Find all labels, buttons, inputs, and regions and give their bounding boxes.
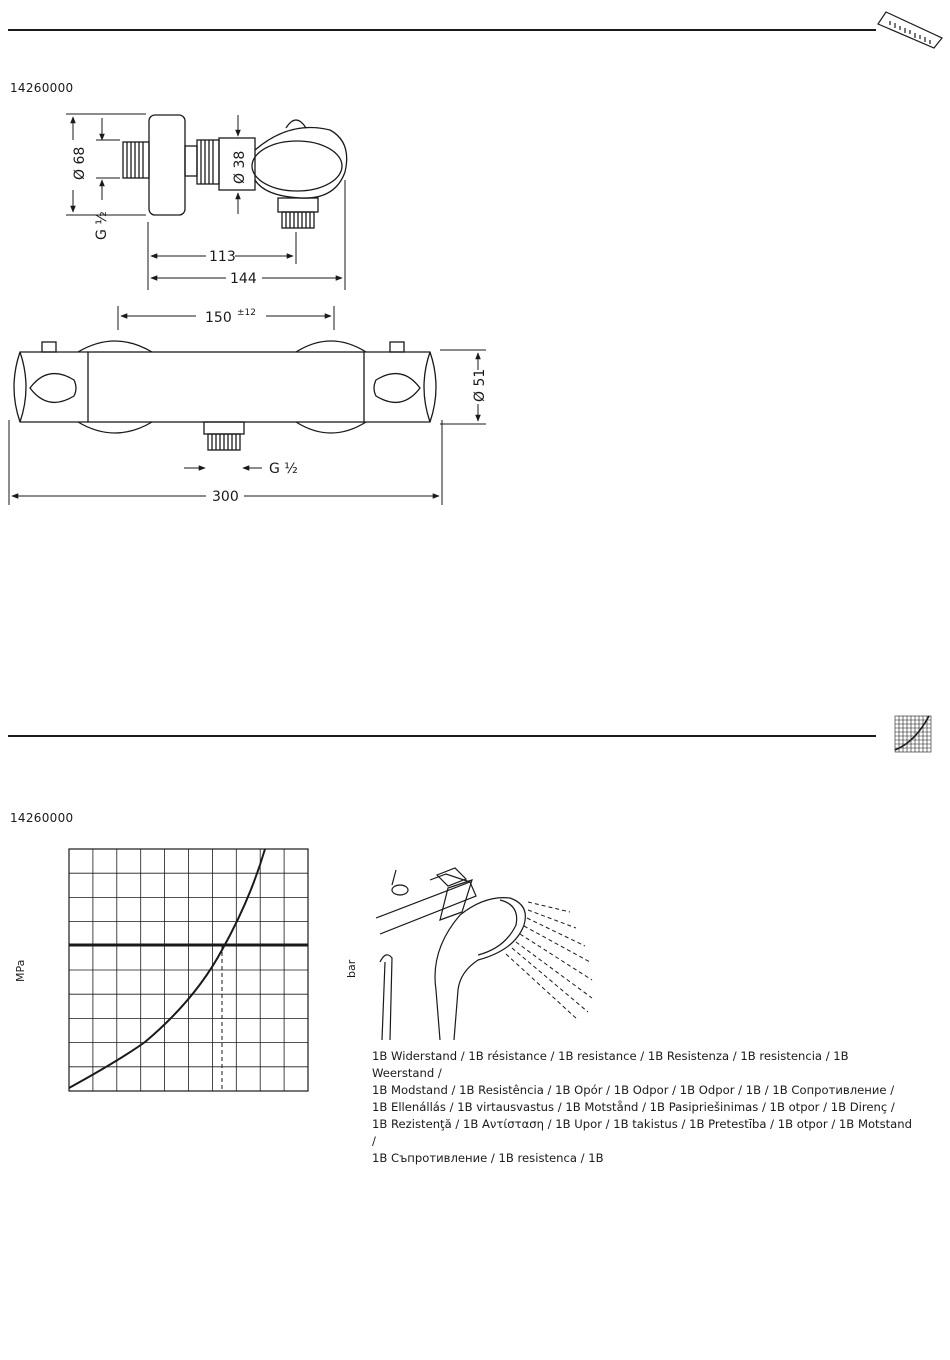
dim-d68: Ø 68 [72,146,88,180]
dim-144: 144 [230,271,257,287]
bar-axis-label: bar [345,959,358,978]
legend-line: 1B Rezistenţă / 1B Αντίσταση / 1B Upor / 1B takistus / 1B Pretestība / 1B otpor / 1B Motstand / [372,1117,912,1148]
flow-diagram [69,849,308,1091]
dim-d38: Ø 38 [232,150,248,184]
shower-illustration [376,868,592,1040]
dim-300: 300 [212,489,239,505]
dim-d51: Ø 51 [472,368,488,402]
ruler-icon [878,12,942,48]
front-view-drawing [14,341,436,450]
front-view-dimensions [9,306,486,505]
dim-g-half-bottom: G ½ [269,461,298,477]
mpa-axis-label: MPa [14,959,27,982]
legend-line: 1B Modstand / 1B Resistência / 1B Opór / 1B Odpor / 1B Odpor / 1B / 1B Сопротивление / [372,1083,895,1097]
product-code-bottom: 14260000 [10,811,74,825]
dim-tolerance: ±12 [237,308,256,318]
dim-113: 113 [209,249,236,265]
dim-150: 150 [205,310,232,326]
flow-chart-icon [895,716,931,752]
legend-line: 1B Ellenállás / 1B virtausvastus / 1B Motstånd / 1B Pasipriešinimas / 1B otpor / 1B Direnç / [372,1100,895,1114]
dim-g-half-side: G ½ [94,211,110,240]
legend-line: 1B Widerstand / 1B résistance / 1B resistance / 1B Resistenza / 1B resistencia / 1B Weerstand / [372,1049,849,1080]
product-code-top: 14260000 [10,81,74,95]
legend-line: 1B Съпротивление / 1B resistenca / 1B [372,1151,604,1165]
